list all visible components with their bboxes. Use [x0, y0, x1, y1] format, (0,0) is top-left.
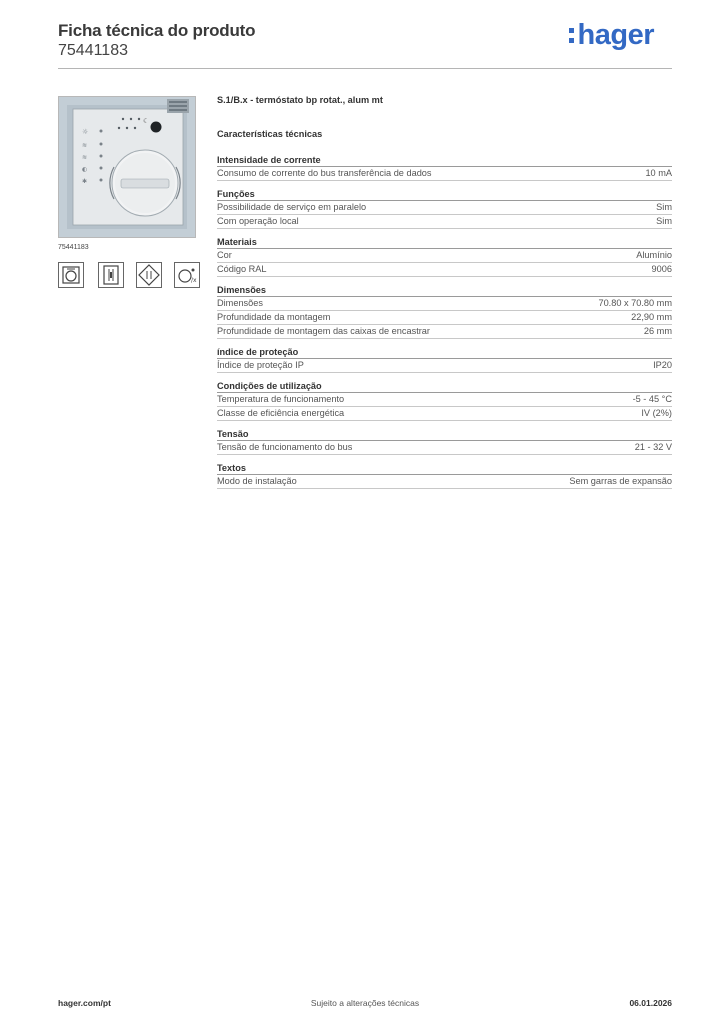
- spec-row: [217, 441, 672, 455]
- spec-section: [217, 154, 672, 181]
- spec-section: [217, 346, 672, 373]
- hager-logo[interactable]: [578, 20, 654, 50]
- svg-text:◐: ◐: [82, 166, 88, 173]
- spec-value: 21 - 32 V: [634, 442, 672, 452]
- spec-value: 70.80 x 70.80 mm: [598, 298, 672, 308]
- svg-text:✱: ✱: [82, 178, 88, 185]
- spec-row: [217, 311, 672, 325]
- section-title: Tensão: [217, 428, 672, 441]
- spec-row: [217, 359, 672, 373]
- spec-section: [217, 462, 672, 489]
- spec-row: [217, 325, 672, 339]
- thermostat-dial-icon: [58, 262, 84, 288]
- spec-row: [217, 475, 672, 489]
- spec-row: [217, 263, 672, 277]
- footer-date: 06.01.2026: [629, 998, 672, 1008]
- spec-row: [217, 201, 672, 215]
- spec-value: 10 mA: [645, 168, 672, 178]
- section-title: Funções: [217, 188, 672, 201]
- logo-text: hager: [577, 19, 654, 51]
- spec-label: Profundidade de montagem das caixas de encastrar: [217, 326, 430, 336]
- svg-text:≋: ≋: [82, 154, 88, 161]
- logo-dots-icon: [569, 28, 575, 48]
- section-title: Materiais: [217, 236, 672, 249]
- spec-section: [217, 428, 672, 455]
- spec-value: IP20: [653, 360, 672, 370]
- spec-value: Sim: [656, 216, 672, 226]
- product-description: S.1/B.x - termóstato bp rotat., alum mt: [217, 95, 383, 105]
- spec-label: Tensão de funcionamento do bus: [217, 442, 353, 452]
- specifications: [217, 95, 672, 489]
- spec-value: 9006: [651, 264, 672, 274]
- spec-section: [217, 380, 672, 421]
- product-image: [58, 96, 196, 238]
- spec-row: [217, 249, 672, 263]
- spec-label: Modo de instalação: [217, 476, 297, 486]
- spec-value: Alumínio: [636, 250, 672, 260]
- spec-value: IV (2%): [641, 408, 672, 418]
- spec-value: -5 - 45 °C: [632, 394, 672, 404]
- section-title: Intensidade de corrente: [217, 154, 672, 167]
- svg-text:☼: ☼: [82, 128, 89, 136]
- spec-label: Consumo de corrente do bus transferência de dados: [217, 168, 432, 178]
- spec-label: Temperatura de funcionamento: [217, 394, 345, 404]
- spec-section: [217, 284, 672, 339]
- spec-row: [217, 297, 672, 311]
- svg-text:☾: ☾: [143, 117, 150, 125]
- spec-label: Índice de proteção IP: [217, 360, 304, 370]
- spec-row: [217, 393, 672, 407]
- footer-note: Sujeito a alterações técnicas: [310, 998, 420, 1008]
- footer-website-link[interactable]: hager.com/pt: [58, 998, 111, 1008]
- section-title: Condições de utilização: [217, 380, 672, 393]
- characteristics-title: Características técnicas: [217, 129, 323, 139]
- spec-value: 22,90 mm: [631, 312, 672, 322]
- spec-label: Cor: [217, 250, 232, 260]
- section-title: índice de proteção: [217, 346, 672, 359]
- svg-text:/x: /x: [191, 277, 197, 284]
- section-title: Dimensões: [217, 284, 672, 297]
- page-header: [58, 20, 672, 70]
- svg-text:≋: ≋: [82, 142, 88, 149]
- spec-value: Sem garras de expansão: [569, 476, 672, 486]
- spec-label: Profundidade da montagem: [217, 312, 331, 322]
- spec-label: Código RAL: [217, 264, 267, 274]
- spec-row: [217, 407, 672, 421]
- rotary-control-icon: [174, 262, 200, 288]
- product-number: 75441183: [58, 42, 128, 59]
- spec-label: Dimensões: [217, 298, 263, 308]
- spec-label: Possibilidade de serviço em paralelo: [217, 202, 367, 212]
- flush-mount-icon: [136, 262, 162, 288]
- spec-section: [217, 188, 672, 229]
- spec-label: Com operação local: [217, 216, 299, 226]
- spec-value: Sim: [656, 202, 672, 212]
- spec-row: [217, 167, 672, 181]
- thermostat-illustration: [59, 97, 195, 237]
- spec-row: [217, 215, 672, 229]
- spec-sections: [217, 154, 672, 489]
- spec-section: [217, 236, 672, 277]
- section-title: Textos: [217, 462, 672, 475]
- spec-value: 26 mm: [643, 326, 672, 336]
- header-divider: [58, 68, 672, 69]
- spec-label: Classe de eficiência energética: [217, 408, 345, 418]
- image-caption: 75441183: [58, 244, 89, 251]
- bus-device-icon: [98, 262, 124, 288]
- document-title: Ficha técnica do produto: [58, 21, 256, 40]
